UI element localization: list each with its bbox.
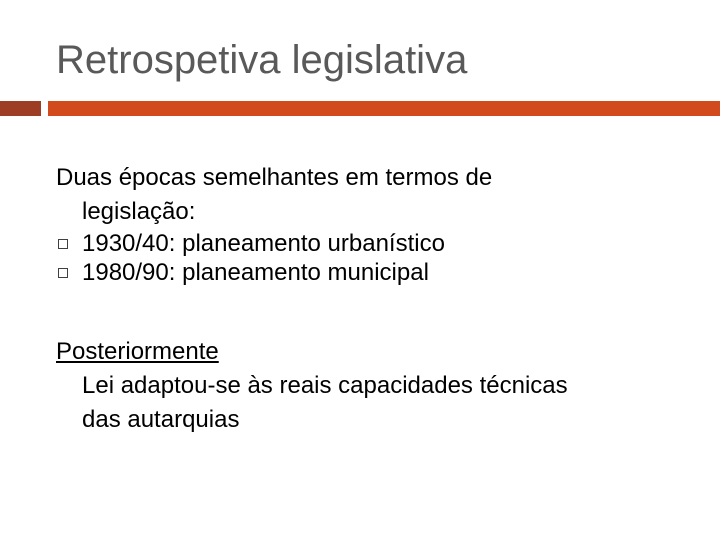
title-accent-line [48,101,720,116]
posteriormente-paragraph [56,335,696,437]
body-line-1: Lei adaptou-se às reais capacidades técnicas [82,372,568,399]
bullet-item [56,229,696,258]
intro-line-1: Duas épocas semelhantes em termos de [56,164,493,191]
bullet-text: 1980/90: planeamento municipal [82,259,429,286]
section-heading: Posteriormente [56,338,219,365]
bullet-text: 1930/40: planeamento urbanístico [82,230,445,257]
bullet-item [56,258,696,287]
slide-title: Retrospetiva legislativa [56,38,468,82]
intro-paragraph [56,161,696,229]
checkbox-square-icon [58,268,68,278]
title-accent-block [0,101,41,116]
spacer [56,287,696,335]
body-line-2: das autarquias [82,406,240,433]
intro-line-2: legislação: [82,198,196,225]
checkbox-square-icon [58,239,68,249]
slide-content [56,161,696,437]
